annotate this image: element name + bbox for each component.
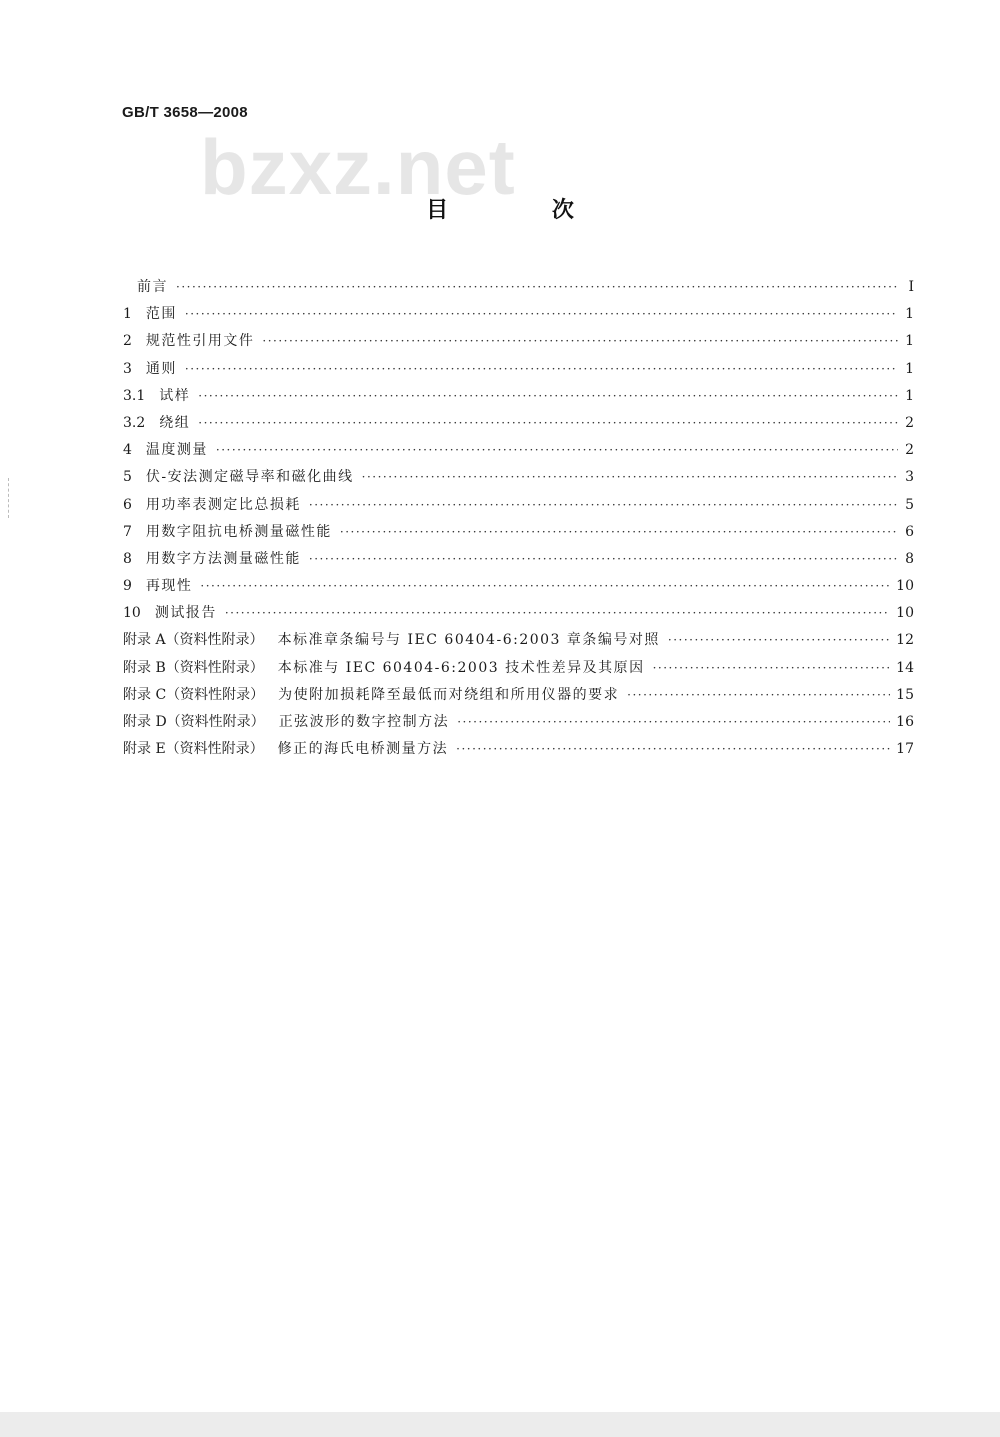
toc-entry-annex-d[interactable] xyxy=(123,709,914,736)
toc-entry-3-2[interactable] xyxy=(123,410,914,437)
dot-leader xyxy=(216,437,898,464)
dot-leader xyxy=(262,328,898,355)
toc-entry-page: 15 xyxy=(896,686,914,703)
dot-leader xyxy=(362,464,898,491)
toc-entry-label: 规范性引用文件 xyxy=(145,333,255,350)
toc-entry-label: 再现性 xyxy=(145,578,193,595)
toc-entry-page: 1 xyxy=(905,360,914,377)
toc-entry-label: 用数字阻抗电桥测量磁性能 xyxy=(145,523,332,540)
toc-entry-label: 本标准章条编号与 IEC 60404-6:2003 章条编号对照 xyxy=(277,632,660,649)
toc-entry-number: 8 xyxy=(123,550,132,567)
toc-entry-3[interactable] xyxy=(123,356,914,383)
toc-entry-label: 通则 xyxy=(145,360,177,377)
toc-entry-number: 2 xyxy=(123,333,132,350)
toc-entry-page: 2 xyxy=(905,414,914,431)
toc-entry-page: 2 xyxy=(905,442,914,459)
toc-entry-number: 附录 A（资料性附录） xyxy=(123,632,264,649)
toc-entry-annex-e[interactable] xyxy=(123,736,914,763)
dot-leader xyxy=(176,274,898,301)
toc-entry-5[interactable] xyxy=(123,464,914,491)
toc-entry-label: 修正的海氏电桥测量方法 xyxy=(277,741,449,758)
toc-entry-4[interactable] xyxy=(123,437,914,464)
toc-entry-label: 正弦波形的数字控制方法 xyxy=(278,714,450,730)
dot-leader xyxy=(198,410,898,437)
dot-leader xyxy=(200,573,890,600)
dot-leader xyxy=(668,627,890,654)
toc-entry-10[interactable] xyxy=(123,600,914,627)
watermark: bzxz.net xyxy=(200,123,516,211)
toc-entry-foreword[interactable] xyxy=(123,274,914,301)
toc-entry-label: 测试报告 xyxy=(154,605,217,622)
toc-entry-number: 3 xyxy=(123,360,132,377)
toc-entry-number: 附录 D（资料性附录） xyxy=(123,714,265,730)
dot-leader xyxy=(627,682,890,709)
toc-entry-label: 范围 xyxy=(145,306,177,323)
toc-entry-7[interactable] xyxy=(123,519,914,546)
toc-title: 目 次 xyxy=(426,198,622,223)
toc-entry-page: 16 xyxy=(896,714,914,730)
toc-entry-label: 试样 xyxy=(159,387,191,404)
toc-entry-label: 前言 xyxy=(137,279,168,295)
toc-entry-annex-b[interactable] xyxy=(123,655,914,682)
toc-entry-3-1[interactable] xyxy=(123,383,914,410)
toc-entry-page: 6 xyxy=(905,523,914,540)
toc-entry-page: 1 xyxy=(905,333,914,350)
binding-marks xyxy=(8,478,11,518)
toc-entry-1[interactable] xyxy=(123,301,914,328)
toc-entry-page: 17 xyxy=(896,741,914,758)
toc-entry-page: 14 xyxy=(896,659,914,676)
toc-entry-number: 附录 E（资料性附录） xyxy=(123,741,264,758)
toc-entry-number: 附录 C（资料性附录） xyxy=(123,686,265,703)
dot-leader xyxy=(457,709,890,736)
toc-entry-label: 温度测量 xyxy=(145,442,208,459)
toc-entry-page: 10 xyxy=(896,578,914,595)
toc-entry-8[interactable] xyxy=(123,546,914,573)
toc-entry-number: 10 xyxy=(123,605,141,622)
toc-entry-9[interactable] xyxy=(123,573,914,600)
toc-entry-number: 7 xyxy=(123,523,132,540)
dot-leader xyxy=(198,383,898,410)
toc-entry-page: 3 xyxy=(905,469,914,486)
toc-entry-label: 伏-安法测定磁导率和磁化曲线 xyxy=(145,469,354,486)
toc-entry-page: 12 xyxy=(896,632,914,649)
toc-entry-annex-c[interactable] xyxy=(123,682,914,709)
toc-entry-label: 用数字方法测量磁性能 xyxy=(145,550,301,567)
toc-entry-number: 4 xyxy=(123,442,132,459)
toc-entry-number: 6 xyxy=(123,496,132,513)
standard-code: GB/T 3658—2008 xyxy=(122,104,248,121)
toc-entry-page: I xyxy=(908,279,914,295)
toc-entry-annex-a[interactable] xyxy=(123,627,914,654)
toc-entry-2[interactable] xyxy=(123,328,914,355)
toc-entry-label: 用功率表测定比总损耗 xyxy=(145,496,301,513)
page-bottom-edge xyxy=(0,1412,1000,1437)
toc-entry-label: 绕组 xyxy=(159,414,191,431)
dot-leader xyxy=(653,655,891,682)
dot-leader xyxy=(340,519,898,546)
toc-entry-page: 1 xyxy=(905,306,914,323)
toc-entry-number: 附录 B（资料性附录） xyxy=(123,659,264,676)
dot-leader xyxy=(309,546,898,573)
table-of-contents xyxy=(123,274,914,763)
toc-entry-number: 5 xyxy=(123,469,132,486)
toc-entry-number: 3.2 xyxy=(123,414,146,431)
toc-entry-label: 本标准与 IEC 60404-6:2003 技术性差异及其原因 xyxy=(277,659,645,676)
toc-entry-number: 1 xyxy=(123,306,132,323)
toc-entry-number: 9 xyxy=(123,578,132,595)
dot-leader xyxy=(456,736,890,763)
toc-entry-page: 10 xyxy=(896,605,914,622)
toc-entry-label: 为使附加损耗降至最低而对绕组和所用仪器的要求 xyxy=(278,686,620,703)
dot-leader xyxy=(225,600,890,627)
toc-entry-page: 5 xyxy=(905,496,914,513)
toc-entry-number: 3.1 xyxy=(123,387,146,404)
toc-entry-6[interactable] xyxy=(123,492,914,519)
dot-leader xyxy=(185,356,898,383)
dot-leader xyxy=(309,492,898,519)
dot-leader xyxy=(185,301,898,328)
toc-entry-page: 8 xyxy=(905,550,914,567)
toc-entry-page: 1 xyxy=(905,387,914,404)
